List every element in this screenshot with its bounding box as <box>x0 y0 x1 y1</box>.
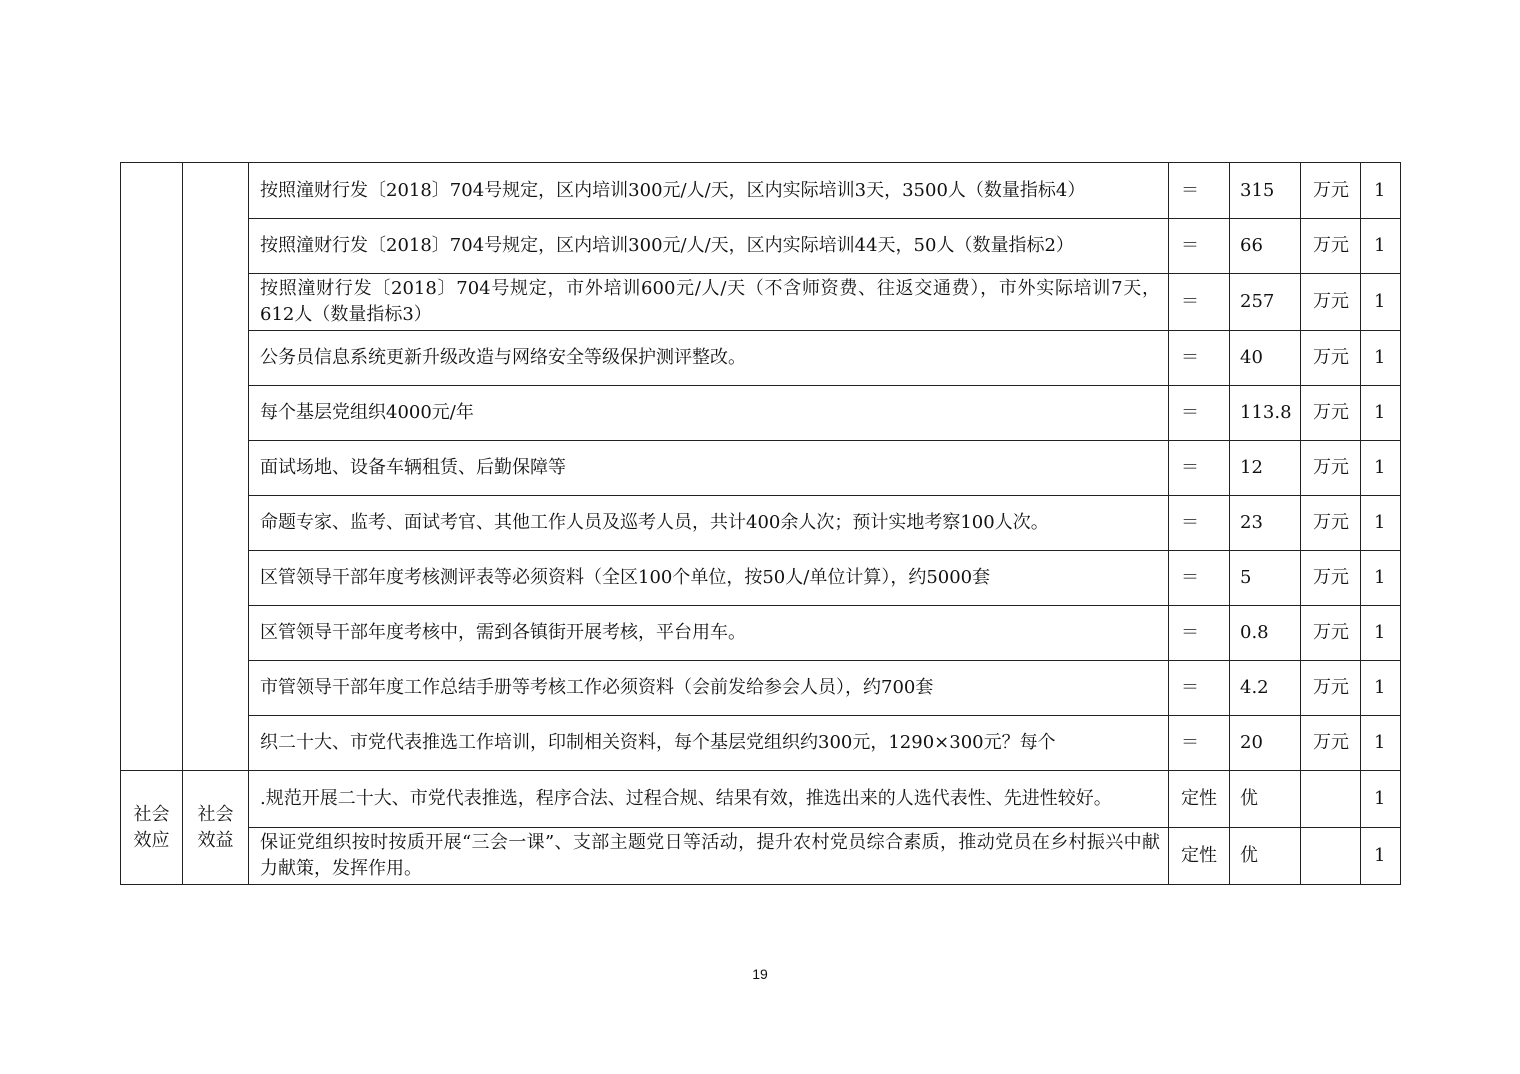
indicator-unit <box>1301 771 1361 828</box>
page-number: 19 <box>752 966 768 982</box>
indicator-description: 命题专家、监考、面试考官、其他工作人员及巡考人员，共计400余人次；预计实地考察100人次。 <box>249 496 1169 551</box>
performance-indicator-table <box>120 162 1401 885</box>
indicator-weight: 1 <box>1361 828 1401 885</box>
subcategory-cell-empty <box>183 163 249 771</box>
category-label-line1: 社会 <box>133 803 170 825</box>
indicator-unit: 万元 <box>1301 716 1361 771</box>
table-row <box>121 771 1401 828</box>
indicator-operator: 定性 <box>1169 828 1230 885</box>
table-row <box>121 606 1401 661</box>
indicator-value: 257 <box>1230 274 1301 331</box>
indicator-operator: ＝ <box>1169 716 1230 771</box>
indicator-weight: 1 <box>1361 661 1401 716</box>
table-body <box>121 163 1401 885</box>
indicator-operator: 定性 <box>1169 771 1230 828</box>
indicator-value: 66 <box>1230 219 1301 274</box>
indicator-operator: ＝ <box>1169 496 1230 551</box>
category-label-line2: 效应 <box>133 829 170 851</box>
table-row <box>121 441 1401 496</box>
indicator-weight: 1 <box>1361 716 1401 771</box>
indicator-value: 113.8 <box>1230 386 1301 441</box>
indicator-operator: ＝ <box>1169 551 1230 606</box>
indicator-weight: 1 <box>1361 274 1401 331</box>
table-row <box>121 496 1401 551</box>
indicator-unit: 万元 <box>1301 661 1361 716</box>
indicator-operator: ＝ <box>1169 441 1230 496</box>
indicator-value: 0.8 <box>1230 606 1301 661</box>
indicator-description: 公务员信息系统更新升级改造与网络安全等级保护测评整改。 <box>249 331 1169 386</box>
indicator-operator: ＝ <box>1169 386 1230 441</box>
indicator-value: 40 <box>1230 331 1301 386</box>
subcategory-label-line1: 社会 <box>197 803 234 825</box>
table-row <box>121 386 1401 441</box>
table-row <box>121 163 1401 219</box>
indicator-description: .规范开展二十大、市党代表推选，程序合法、过程合规、结果有效，推选出来的人选代表性、先进性较好。 <box>249 771 1169 828</box>
table-row <box>121 716 1401 771</box>
indicator-unit <box>1301 828 1361 885</box>
indicator-weight: 1 <box>1361 496 1401 551</box>
indicator-operator: ＝ <box>1169 331 1230 386</box>
indicator-unit: 万元 <box>1301 551 1361 606</box>
indicator-weight: 1 <box>1361 386 1401 441</box>
indicator-operator: ＝ <box>1169 661 1230 716</box>
indicator-weight: 1 <box>1361 219 1401 274</box>
indicator-description: 每个基层党组织4000元/年 <box>249 386 1169 441</box>
subcategory-cell-social-benefit <box>183 771 249 885</box>
indicator-value: 优 <box>1230 828 1301 885</box>
indicator-description: 按照潼财行发〔2018〕704号规定，区内培训300元/人/天，区内实际培训44天，50人（数量指标2） <box>249 219 1169 274</box>
table-row <box>121 219 1401 274</box>
indicator-weight: 1 <box>1361 551 1401 606</box>
indicator-weight: 1 <box>1361 606 1401 661</box>
table-row <box>121 331 1401 386</box>
indicator-weight: 1 <box>1361 331 1401 386</box>
indicator-unit: 万元 <box>1301 274 1361 331</box>
category-cell-empty <box>121 163 183 771</box>
indicator-value: 20 <box>1230 716 1301 771</box>
indicator-operator: ＝ <box>1169 163 1230 219</box>
indicator-value: 优 <box>1230 771 1301 828</box>
indicator-unit: 万元 <box>1301 606 1361 661</box>
indicator-description: 按照潼财行发〔2018〕704号规定，市外培训600元/人/天（不含师资费、往返交通费），市外实际培训7天，612人（数量指标3） <box>249 274 1169 331</box>
indicator-weight: 1 <box>1361 771 1401 828</box>
indicator-description: 按照潼财行发〔2018〕704号规定，区内培训300元/人/天，区内实际培训3天，3500人（数量指标4） <box>249 163 1169 219</box>
indicator-weight: 1 <box>1361 163 1401 219</box>
indicator-operator: ＝ <box>1169 606 1230 661</box>
indicator-operator: ＝ <box>1169 274 1230 331</box>
category-cell-social-effect <box>121 771 183 885</box>
indicator-weight: 1 <box>1361 441 1401 496</box>
table-row <box>121 661 1401 716</box>
subcategory-label-line2: 效益 <box>197 829 234 851</box>
indicator-description: 市管领导干部年度工作总结手册等考核工作必须资料（会前发给参会人员），约700套 <box>249 661 1169 716</box>
indicator-description: 面试场地、设备车辆租赁、后勤保障等 <box>249 441 1169 496</box>
table-row <box>121 551 1401 606</box>
indicator-unit: 万元 <box>1301 441 1361 496</box>
indicator-value: 4.2 <box>1230 661 1301 716</box>
indicator-description: 区管领导干部年度考核测评表等必须资料（全区100个单位，按50人/单位计算），约5000套 <box>249 551 1169 606</box>
indicator-value: 12 <box>1230 441 1301 496</box>
indicator-value: 315 <box>1230 163 1301 219</box>
indicator-description: 织二十大、市党代表推选工作培训，印制相关资料，每个基层党组织约300元，1290×300元？每个 <box>249 716 1169 771</box>
indicator-description: 区管领导干部年度考核中，需到各镇街开展考核，平台用车。 <box>249 606 1169 661</box>
table-row <box>121 274 1401 331</box>
indicator-unit: 万元 <box>1301 163 1361 219</box>
indicator-value: 23 <box>1230 496 1301 551</box>
indicator-unit: 万元 <box>1301 219 1361 274</box>
indicator-description: 保证党组织按时按质开展“三会一课”、支部主题党日等活动，提升农村党员综合素质，推动党员在乡村振兴中献力献策，发挥作用。 <box>249 828 1169 885</box>
indicator-unit: 万元 <box>1301 331 1361 386</box>
indicator-value: 5 <box>1230 551 1301 606</box>
indicator-operator: ＝ <box>1169 219 1230 274</box>
indicator-unit: 万元 <box>1301 386 1361 441</box>
indicator-unit: 万元 <box>1301 496 1361 551</box>
table-row <box>121 828 1401 885</box>
